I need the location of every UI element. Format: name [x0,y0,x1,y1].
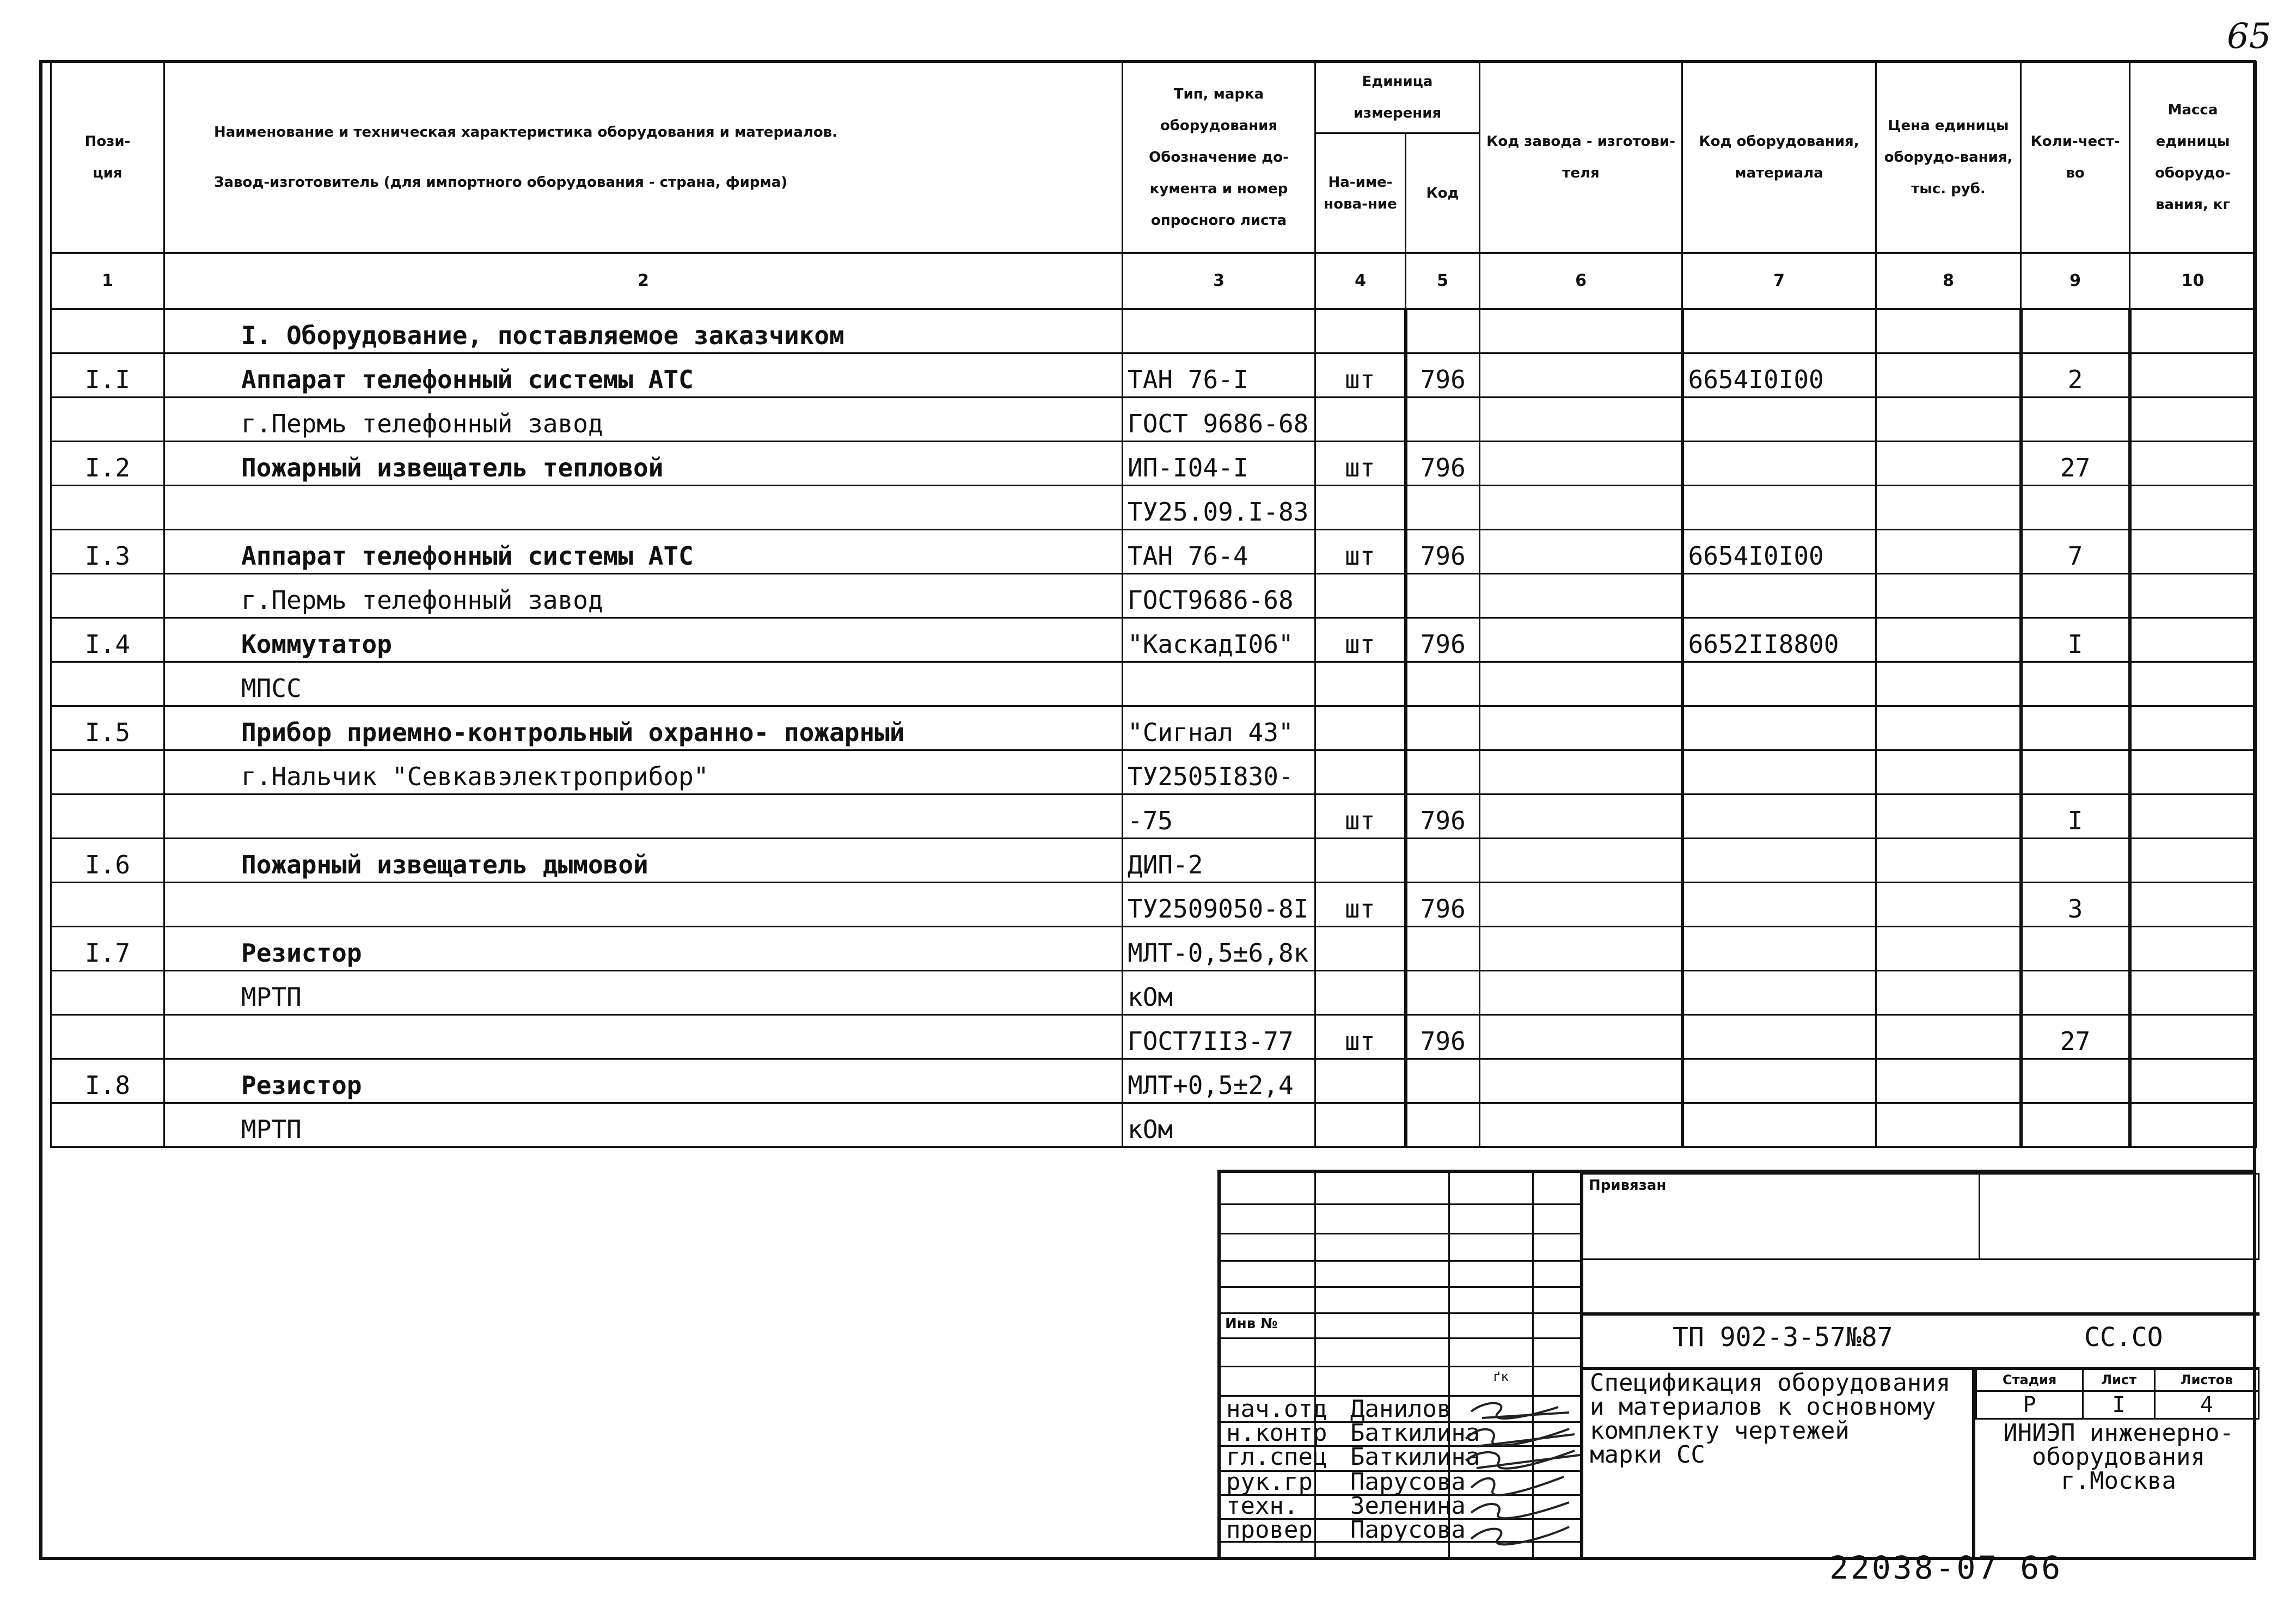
mass-cell [2130,706,2256,750]
price-cell [1876,618,2021,662]
unit-code-cell [1406,398,1480,442]
name-cell: МРТП [164,971,1123,1015]
equipment-code-cell [1682,574,1876,618]
mass-cell [2130,883,2256,927]
col-number: 5 [1406,253,1480,309]
mass-cell [2130,662,2256,706]
factory-code-cell [1480,839,1682,883]
unit-cell [1315,574,1406,618]
equipment-code-cell [1682,927,1876,971]
factory-code-cell [1480,398,1682,442]
quantity-cell [2021,1103,2130,1147]
table-row [51,442,2256,486]
table-row [51,839,2256,883]
header-name-line2: Завод-изготовитель (для импортного оборудования - страна, фирма) [214,174,788,191]
unit-code-cell: 796 [1406,442,1480,486]
bound-label: Привязан [1589,1177,1667,1194]
unit-cell: шт [1315,883,1406,927]
table-row [51,486,2256,530]
price-cell [1876,750,2021,794]
factory-code-cell [1480,883,1682,927]
unit-cell [1315,706,1406,750]
factory-code-cell [1480,706,1682,750]
unit-code-cell: 796 [1406,1015,1480,1059]
type-cell: ТУ25.09.I-83 [1123,486,1315,530]
unit-code-cell [1406,486,1480,530]
position-cell: I.6 [51,839,164,883]
equipment-code-cell [1682,662,1876,706]
table-row [51,1059,2256,1103]
position-cell [51,574,164,618]
name-cell: МРТП [164,1103,1123,1147]
mass-cell [2130,618,2256,662]
name-cell: г.Пермь телефонный завод [164,574,1123,618]
position-cell [51,794,164,839]
col-number: 4 [1315,253,1406,309]
unit-cell [1315,1103,1406,1147]
type-cell: -75 [1123,794,1315,839]
unit-code-cell [1406,574,1480,618]
unit-cell: шт [1315,442,1406,486]
mass-cell [2130,398,2256,442]
position-cell [51,662,164,706]
price-cell [1876,442,2021,486]
factory-code-cell [1480,1103,1682,1147]
unit-code-cell [1406,706,1480,750]
page-number: 65 [2227,16,2271,57]
header-price: Цена единицы оборудо-вания, тыс. руб. [1876,62,2021,253]
unit-cell [1315,1059,1406,1103]
quantity-cell: I [2021,618,2130,662]
signature-role: н.контр [1226,1419,1327,1447]
mass-cell [2130,1103,2256,1147]
signature-role: нач.отд [1226,1395,1327,1423]
factory-code-cell [1480,750,1682,794]
type-cell: ТУ2505I830- [1123,750,1315,794]
unit-code-cell [1406,309,1480,353]
unit-cell [1315,971,1406,1015]
unit-code-cell: 796 [1406,618,1480,662]
position-cell: I.4 [51,618,164,662]
mass-cell [2130,927,2256,971]
factory-code-cell [1480,353,1682,398]
table-row [51,706,2256,750]
doc-title: Спецификация оборудования и материалов к основному комплекту чертежей марки СС [1590,1369,1951,1469]
header-quantity: Коли-чест-во [2021,62,2130,253]
header-name-line1: Наименование и техническая характеристика оборудования и материалов. [214,124,838,140]
table-row [51,530,2256,574]
unit-cell [1315,839,1406,883]
price-cell [1876,1059,2021,1103]
col-number: 8 [1876,253,2021,309]
factory-code-cell [1480,530,1682,574]
name-cell: Аппарат телефонный системы АТС [164,353,1123,398]
signature-name: Данилов [1350,1395,1452,1423]
equipment-code-cell [1682,309,1876,353]
name-cell: Аппарат телефонный системы АТС [164,530,1123,574]
unit-cell: шт [1315,353,1406,398]
name-cell: г.Нальчик "Севкавэлектроприбор" [164,750,1123,794]
equipment-code-cell [1682,442,1876,486]
type-cell: ТАН 76-I [1123,353,1315,398]
table-row [51,618,2256,662]
unit-cell [1315,309,1406,353]
factory-code-cell [1480,574,1682,618]
table-row [51,398,2256,442]
price-cell [1876,971,2021,1015]
position-cell [51,1103,164,1147]
doc-number: ТП 902-3-57№87 [1673,1322,1893,1353]
quantity-cell: 7 [2021,530,2130,574]
unit-cell [1315,486,1406,530]
quantity-cell: 27 [2021,1015,2130,1059]
price-cell [1876,794,2021,839]
quantity-cell: 27 [2021,442,2130,486]
table-row [51,883,2256,927]
col-number: 3 [1123,253,1315,309]
name-cell [164,1015,1123,1059]
col-number: 6 [1480,253,1682,309]
name-cell [164,883,1123,927]
unit-cell [1315,750,1406,794]
footer-number: 22038-07 66 [1829,1549,2063,1586]
signature-name: Зеленина [1350,1492,1466,1520]
factory-code-cell [1480,618,1682,662]
header-type: Тип, марка оборудования Обозначение до-кумента и номер опросного листа [1123,62,1315,253]
factory-code-cell [1480,1015,1682,1059]
signature-role: техн. [1226,1492,1299,1520]
type-cell: "Сигнал 43" [1123,706,1315,750]
quantity-cell [2021,927,2130,971]
type-cell: ИП-I04-I [1123,442,1315,486]
price-cell [1876,662,2021,706]
header-name [164,62,1123,253]
position-cell: I.8 [51,1059,164,1103]
table-row [51,927,2256,971]
mass-cell [2130,486,2256,530]
signature-name: Баткилина [1350,1443,1480,1471]
position-cell: I.7 [51,927,164,971]
mass-cell [2130,1059,2256,1103]
equipment-code-cell [1682,1103,1876,1147]
inventory-label: Инв № [1225,1316,1278,1332]
col-number: 9 [2021,253,2130,309]
unit-code-cell [1406,927,1480,971]
name-cell: Пожарный извещатель тепловой [164,442,1123,486]
mass-cell [2130,309,2256,353]
price-cell [1876,706,2021,750]
unit-code-cell [1406,1103,1480,1147]
equipment-code-cell: 6652II8800 [1682,618,1876,662]
equipment-code-cell [1682,794,1876,839]
type-cell: ГОСТ7II3-77 [1123,1015,1315,1059]
position-cell [51,750,164,794]
price-cell [1876,353,2021,398]
mass-cell [2130,794,2256,839]
col-number: 10 [2130,253,2256,309]
position-cell [51,398,164,442]
name-cell: г.Пермь телефонный завод [164,398,1123,442]
type-cell: ГОСТ9686-68 [1123,574,1315,618]
sheets-label: Листов [2154,1369,2258,1391]
mass-cell [2130,442,2256,486]
quantity-cell [2021,574,2130,618]
name-cell: Пожарный извещатель дымовой [164,839,1123,883]
quantity-cell [2021,1059,2130,1103]
sheet-value: I [2083,1391,2155,1419]
equipment-code-cell [1682,398,1876,442]
col-number: 7 [1682,253,1876,309]
factory-code-cell [1480,662,1682,706]
stage-value: Р [1976,1391,2083,1419]
header-unit-name: На-име-нова-ние [1315,133,1406,253]
table-row [51,971,2256,1015]
table-row [51,1103,2256,1147]
unit-cell [1315,662,1406,706]
factory-code-cell [1480,794,1682,839]
equipment-code-cell [1682,486,1876,530]
price-cell [1876,927,2021,971]
position-cell: I.5 [51,706,164,750]
header-factory-code: Код завода - изготови-теля [1480,62,1682,253]
position-cell [51,486,164,530]
quantity-cell [2021,309,2130,353]
header-unit-code: Код [1406,133,1480,253]
unit-code-cell: 796 [1406,530,1480,574]
quantity-cell: 2 [2021,353,2130,398]
mass-cell [2130,530,2256,574]
signature-name: Парусова [1350,1516,1466,1544]
name-cell: Резистор [164,1059,1123,1103]
quantity-cell [2021,706,2130,750]
position-cell: I.2 [51,442,164,486]
mass-cell [2130,750,2256,794]
price-cell [1876,398,2021,442]
type-cell: МЛТ-0,5±6,8к [1123,927,1315,971]
position-cell [51,883,164,927]
factory-code-cell [1480,1059,1682,1103]
signature-name: Баткилина [1350,1419,1480,1447]
equipment-code-cell [1682,1015,1876,1059]
price-cell [1876,574,2021,618]
header-position: Пози- ция [51,62,164,253]
quantity-cell [2021,398,2130,442]
name-cell: Резистор [164,927,1123,971]
position-cell [51,309,164,353]
table-row [51,574,2256,618]
equipment-code-cell [1682,883,1876,927]
equipment-code-cell [1682,750,1876,794]
type-cell: кОм [1123,971,1315,1015]
factory-code-cell [1480,309,1682,353]
position-cell: I.3 [51,530,164,574]
col-number: 1 [51,253,164,309]
unit-cell [1315,927,1406,971]
signature-role: провер [1226,1516,1313,1544]
tick-mark: ґк [1493,1369,1509,1384]
type-cell [1123,309,1315,353]
unit-code-cell [1406,971,1480,1015]
quantity-cell [2021,971,2130,1015]
mass-cell [2130,839,2256,883]
unit-cell: шт [1315,1015,1406,1059]
table-row [51,1015,2256,1059]
type-cell: ТАН 76-4 [1123,530,1315,574]
table-row [51,750,2256,794]
signature-name: Парусова [1350,1468,1466,1496]
stage-label: Стадия [1976,1369,2083,1391]
price-cell [1876,1015,2021,1059]
unit-code-cell: 796 [1406,883,1480,927]
price-cell [1876,1103,2021,1147]
unit-cell [1315,398,1406,442]
table-row [51,309,2256,353]
position-cell: I.I [51,353,164,398]
unit-cell: шт [1315,618,1406,662]
mass-cell [2130,971,2256,1015]
equipment-code-cell: 6654I0I00 [1682,353,1876,398]
doc-code: СС.СО [2084,1322,2163,1353]
quantity-cell: 3 [2021,883,2130,927]
price-cell [1876,309,2021,353]
equipment-code-cell [1682,706,1876,750]
table-row [51,794,2256,839]
price-cell [1876,486,2021,530]
name-cell [164,794,1123,839]
quantity-cell [2021,662,2130,706]
unit-cell: шт [1315,794,1406,839]
quantity-cell [2021,750,2130,794]
quantity-cell [2021,839,2130,883]
mass-cell [2130,574,2256,618]
organization: ИНИЭП инженерно- оборудования г.Москва [2003,1419,2234,1495]
table-row [51,662,2256,706]
stage-table [1975,1368,2260,1420]
header-unit: Единица измерения [1315,62,1480,133]
type-cell: МЛТ+0,5±2,4 [1123,1059,1315,1103]
unit-code-cell [1406,839,1480,883]
mass-cell [2130,1015,2256,1059]
position-cell [51,971,164,1015]
factory-code-cell [1480,927,1682,971]
price-cell [1876,839,2021,883]
position-cell [51,1015,164,1059]
type-cell: ТУ2509050-8I [1123,883,1315,927]
name-cell [164,486,1123,530]
unit-code-cell [1406,750,1480,794]
col-number: 2 [164,253,1123,309]
signature-role: гл.спец [1226,1443,1327,1471]
name-cell: МПСС [164,662,1123,706]
unit-code-cell: 796 [1406,353,1480,398]
mass-cell [2130,353,2256,398]
quantity-cell [2021,486,2130,530]
unit-code-cell [1406,1059,1480,1103]
quantity-cell: I [2021,794,2130,839]
equipment-code-cell [1682,971,1876,1015]
signature-role: рук.гр [1226,1468,1313,1496]
name-cell: I. Оборудование, поставляемое заказчиком [164,309,1123,353]
type-cell: ГОСТ 9686-68 [1123,398,1315,442]
sheet-label: Лист [2083,1369,2155,1391]
price-cell [1876,883,2021,927]
specification-table [50,61,2257,1148]
signature-scribbles [1460,1396,1585,1560]
equipment-code-cell [1682,839,1876,883]
price-cell [1876,530,2021,574]
type-cell: кОм [1123,1103,1315,1147]
name-cell: Прибор приемно-контрольный охранно- пожарный [164,706,1123,750]
title-block [1217,1170,2256,1560]
type-cell [1123,662,1315,706]
name-cell: Коммутатор [164,618,1123,662]
unit-code-cell: 796 [1406,794,1480,839]
equipment-code-cell [1682,1059,1876,1103]
header-equipment-code: Код оборудования, материала [1682,62,1876,253]
table-row [51,353,2256,398]
equipment-code-cell: 6654I0I00 [1682,530,1876,574]
type-cell: ДИП-2 [1123,839,1315,883]
header-mass: Масса единицы оборудо-вания, кг [2130,62,2256,253]
factory-code-cell [1480,442,1682,486]
unit-cell: шт [1315,530,1406,574]
unit-code-cell [1406,662,1480,706]
type-cell: "КаскадI06" [1123,618,1315,662]
sheets-value: 4 [2154,1391,2258,1419]
factory-code-cell [1480,971,1682,1015]
factory-code-cell [1480,486,1682,530]
